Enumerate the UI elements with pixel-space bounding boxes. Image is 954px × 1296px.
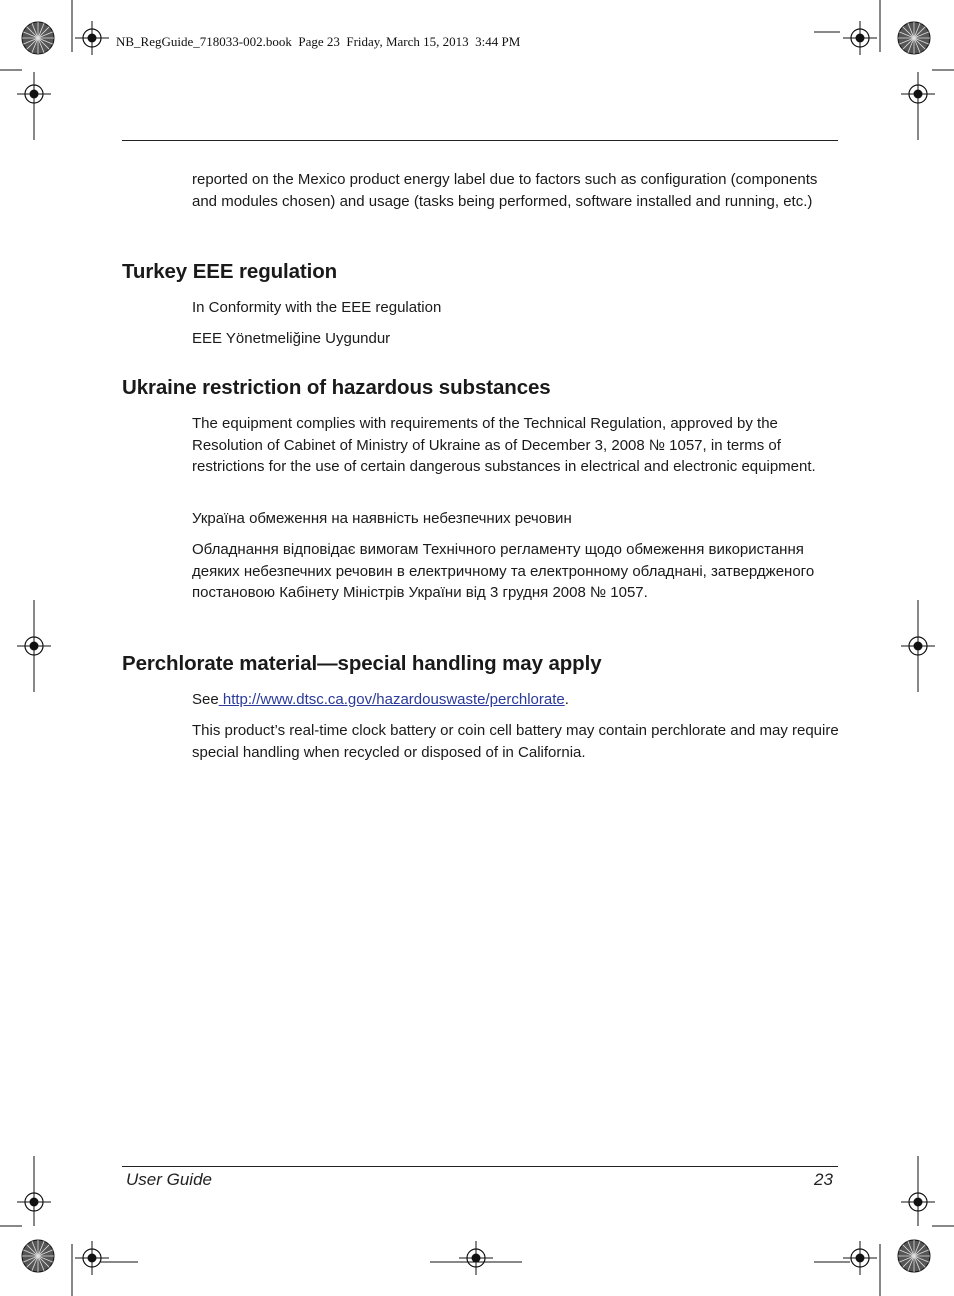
turkey-line-1: In Conformity with the EEE regulation	[192, 299, 442, 316]
see-suffix: .	[564, 691, 569, 708]
registration-mark	[459, 1241, 493, 1275]
turkey-line-2: EEE Yönetmeliğine Uygundur	[192, 330, 391, 347]
intro-paragraph: reported on the Mexico product energy label due to factors such as configuration (components and modules chosen) and usage (tasks being performed, software installed and running, etc.)	[192, 171, 818, 210]
registration-mark	[75, 1241, 109, 1275]
perchlorate-paragraph: This product’s real-time clock battery or coin cell battery may contain perchlorate and may require special handling when recycled or disposed of in California.	[192, 722, 839, 761]
starburst-mark-top-left	[22, 22, 54, 54]
perchlorate-link[interactable]: http://www.dtsc.ca.gov/hazardouswaste/perchlorate	[218, 691, 565, 708]
footer-label: User Guide	[126, 1170, 212, 1189]
registration-mark	[75, 21, 109, 55]
ukraine-paragraph-uk: Обладнання відповідає вимогам Технічного регламенту щодо обмеження використання деяких небезпечних речовин в електричному та електронному обладнані, затвердженого постановою Кабінету Міністрів України від 3 грудня 2008 № 1057.	[192, 541, 815, 601]
ukraine-heading: Ukraine restriction of hazardous substances	[122, 376, 551, 399]
ukraine-title-uk: Україна обмеження на наявність небезпечних речовин	[192, 510, 572, 527]
print-slug: NB_RegGuide_718033-002.book Page 23 Friday, March 15, 2013 3:44 PM	[116, 34, 521, 49]
starburst-mark-bottom-right	[898, 1240, 930, 1272]
starburst-mark-top-right	[898, 22, 930, 54]
see-prefix: See	[192, 691, 219, 708]
registration-mark	[843, 1241, 877, 1275]
turkey-heading: Turkey EEE regulation	[122, 260, 338, 283]
perchlorate-heading: Perchlorate material—special handling may apply	[122, 652, 602, 675]
page-number: 23	[814, 1170, 833, 1189]
ukraine-paragraph-en: The equipment complies with requirements of the Technical Regulation, approved by the Resolution of Cabinet of Ministry of Ukraine as of December 3, 2008 № 1057, in terms of restrictions for the use of certain dangerous substances in electrical and electronic equipment.	[192, 415, 816, 475]
registration-mark	[843, 21, 877, 55]
starburst-mark-bottom-left	[22, 1240, 54, 1272]
